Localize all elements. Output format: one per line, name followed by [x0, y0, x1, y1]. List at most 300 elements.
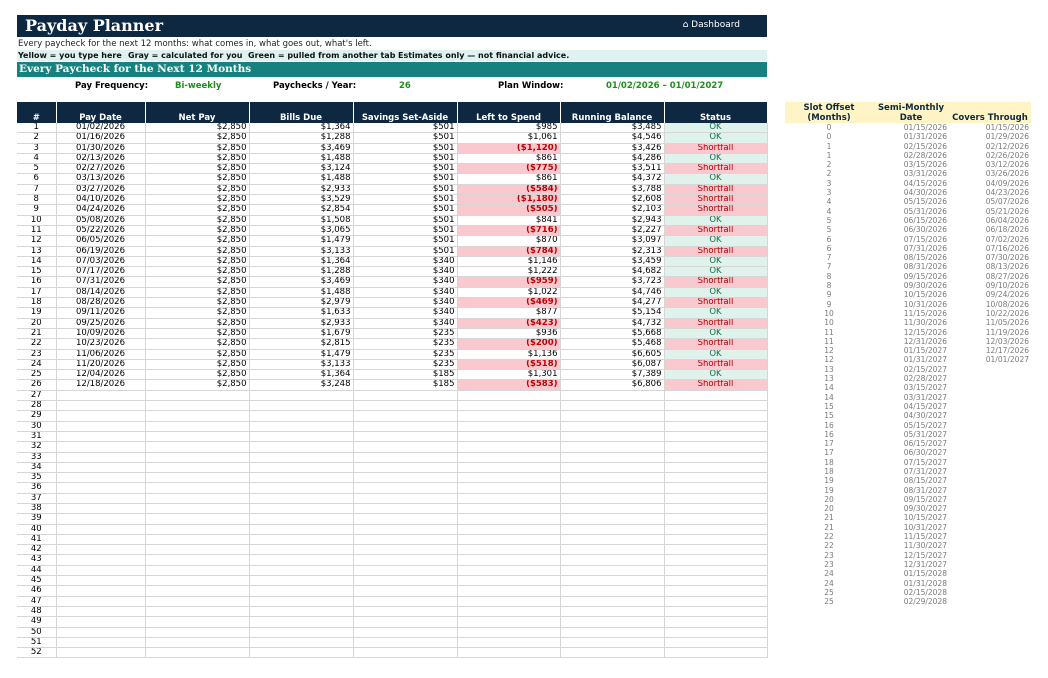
dashboard-link[interactable]: ⌂ Dashboard [682, 20, 740, 30]
cell-row-number[interactable]: 28 [17, 401, 56, 411]
cell-pay-date[interactable]: 06/19/2026 [56, 246, 145, 256]
cell-pay-date[interactable]: 10/09/2026 [56, 328, 145, 338]
cell-status[interactable] [664, 524, 767, 534]
cell-bills-due[interactable] [249, 648, 353, 658]
cell-net-pay[interactable]: $2,850 [145, 123, 249, 133]
cell-pay-date[interactable]: 10/23/2026 [56, 339, 145, 349]
cell-pay-date[interactable]: 01/16/2026 [56, 133, 145, 143]
cell-row-number[interactable]: 39 [17, 514, 56, 524]
cell-net-pay[interactable]: $2,850 [145, 339, 249, 349]
cell-row-number[interactable]: 43 [17, 555, 56, 565]
cell-left-to-spend[interactable] [457, 483, 560, 493]
cell-savings[interactable] [353, 483, 457, 493]
cell-net-pay[interactable] [145, 493, 249, 503]
cell-savings[interactable] [353, 637, 457, 647]
cell-left-to-spend[interactable] [457, 390, 560, 400]
cell-savings[interactable]: $340 [353, 298, 457, 308]
cell-running-balance[interactable] [560, 586, 664, 596]
cell-savings[interactable] [353, 524, 457, 534]
cell-running-balance[interactable]: $3,459 [560, 256, 664, 266]
cell-row-number[interactable]: 41 [17, 534, 56, 544]
cell-net-pay[interactable] [145, 431, 249, 441]
cell-savings[interactable] [353, 421, 457, 431]
cell-pay-date[interactable]: 05/08/2026 [56, 215, 145, 225]
cell-pay-date[interactable] [56, 493, 145, 503]
cell-row-number[interactable]: 46 [17, 586, 56, 596]
cell-savings[interactable]: $340 [353, 256, 457, 266]
cell-running-balance[interactable] [560, 483, 664, 493]
cell-bills-due[interactable]: $1,364 [249, 256, 353, 266]
cell-status[interactable] [664, 452, 767, 462]
cell-status[interactable]: OK [664, 123, 767, 133]
cell-row-number[interactable]: 9 [17, 205, 56, 215]
cell-pay-date[interactable] [56, 431, 145, 441]
cell-savings[interactable] [353, 596, 457, 606]
cell-pay-date[interactable]: 02/13/2026 [56, 153, 145, 163]
cell-net-pay[interactable] [145, 617, 249, 627]
cell-net-pay[interactable]: $2,850 [145, 298, 249, 308]
cell-pay-date[interactable]: 12/04/2026 [56, 370, 145, 380]
cell-net-pay[interactable]: $2,850 [145, 174, 249, 184]
cell-status[interactable]: Shortfall [664, 225, 767, 235]
cell-net-pay[interactable]: $2,850 [145, 318, 249, 328]
cell-row-number[interactable]: 21 [17, 328, 56, 338]
cell-pay-date[interactable] [56, 421, 145, 431]
cell-status[interactable]: OK [664, 256, 767, 266]
cell-net-pay[interactable] [145, 390, 249, 400]
cell-pay-date[interactable] [56, 545, 145, 555]
cell-status[interactable]: Shortfall [664, 318, 767, 328]
cell-net-pay[interactable] [145, 648, 249, 658]
cell-bills-due[interactable] [249, 390, 353, 400]
cell-row-number[interactable]: 24 [17, 359, 56, 369]
cell-net-pay[interactable]: $2,850 [145, 215, 249, 225]
cell-row-number[interactable]: 44 [17, 565, 56, 575]
cell-left-to-spend[interactable]: $1,136 [457, 349, 560, 359]
cell-running-balance[interactable] [560, 627, 664, 637]
cell-left-to-spend[interactable] [457, 627, 560, 637]
cell-pay-date[interactable] [56, 627, 145, 637]
cell-status[interactable] [664, 555, 767, 565]
cell-savings[interactable] [353, 473, 457, 483]
cell-running-balance[interactable] [560, 637, 664, 647]
cell-pay-date[interactable] [56, 401, 145, 411]
cell-bills-due[interactable]: $1,488 [249, 153, 353, 163]
cell-running-balance[interactable]: $4,546 [560, 133, 664, 143]
cell-running-balance[interactable]: $5,468 [560, 339, 664, 349]
cell-pay-date[interactable] [56, 462, 145, 472]
cell-running-balance[interactable]: $4,732 [560, 318, 664, 328]
cell-savings[interactable]: $501 [353, 123, 457, 133]
cell-pay-date[interactable]: 03/27/2026 [56, 184, 145, 194]
cell-net-pay[interactable]: $2,850 [145, 164, 249, 174]
cell-running-balance[interactable]: $4,746 [560, 287, 664, 297]
cell-row-number[interactable]: 7 [17, 184, 56, 194]
cell-running-balance[interactable]: $3,511 [560, 164, 664, 174]
cell-left-to-spend[interactable] [457, 606, 560, 616]
cell-net-pay[interactable] [145, 586, 249, 596]
cell-running-balance[interactable] [560, 442, 664, 452]
cell-bills-due[interactable]: $3,065 [249, 225, 353, 235]
cell-status[interactable] [664, 390, 767, 400]
cell-bills-due[interactable]: $1,488 [249, 287, 353, 297]
cell-running-balance[interactable] [560, 514, 664, 524]
cell-bills-due[interactable]: $1,488 [249, 174, 353, 184]
cell-pay-date[interactable]: 07/17/2026 [56, 267, 145, 277]
cell-savings[interactable] [353, 401, 457, 411]
cell-pay-date[interactable] [56, 442, 145, 452]
cell-savings[interactable]: $501 [353, 225, 457, 235]
cell-savings[interactable]: $340 [353, 277, 457, 287]
cell-status[interactable]: OK [664, 267, 767, 277]
cell-pay-date[interactable] [56, 514, 145, 524]
cell-bills-due[interactable] [249, 421, 353, 431]
cell-row-number[interactable]: 30 [17, 421, 56, 431]
cell-row-number[interactable]: 40 [17, 524, 56, 534]
cell-net-pay[interactable]: $2,850 [145, 267, 249, 277]
cell-savings[interactable]: $501 [353, 153, 457, 163]
cell-left-to-spend[interactable]: ($775) [457, 164, 560, 174]
cell-bills-due[interactable]: $2,933 [249, 184, 353, 194]
cell-bills-due[interactable] [249, 462, 353, 472]
cell-left-to-spend[interactable]: ($518) [457, 359, 560, 369]
cell-bills-due[interactable]: $3,469 [249, 143, 353, 153]
cell-net-pay[interactable] [145, 442, 249, 452]
cell-running-balance[interactable]: $2,608 [560, 195, 664, 205]
cell-status[interactable]: OK [664, 370, 767, 380]
cell-left-to-spend[interactable] [457, 596, 560, 606]
cell-running-balance[interactable] [560, 473, 664, 483]
cell-savings[interactable] [353, 606, 457, 616]
cell-net-pay[interactable] [145, 411, 249, 421]
cell-running-balance[interactable]: $2,103 [560, 205, 664, 215]
cell-left-to-spend[interactable] [457, 534, 560, 544]
cell-savings[interactable]: $501 [353, 205, 457, 215]
cell-running-balance[interactable]: $3,788 [560, 184, 664, 194]
cell-row-number[interactable]: 18 [17, 298, 56, 308]
cell-left-to-spend[interactable]: $861 [457, 174, 560, 184]
cell-left-to-spend[interactable]: ($1,180) [457, 195, 560, 205]
cell-status[interactable]: Shortfall [664, 143, 767, 153]
cell-row-number[interactable]: 29 [17, 411, 56, 421]
cell-left-to-spend[interactable]: ($200) [457, 339, 560, 349]
cell-net-pay[interactable]: $2,850 [145, 328, 249, 338]
cell-savings[interactable] [353, 514, 457, 524]
cell-savings[interactable]: $340 [353, 308, 457, 318]
cell-row-number[interactable]: 45 [17, 576, 56, 586]
cell-pay-date[interactable]: 07/03/2026 [56, 256, 145, 266]
cell-savings[interactable] [353, 411, 457, 421]
cell-savings[interactable] [353, 648, 457, 658]
cell-savings[interactable]: $185 [353, 380, 457, 390]
cell-running-balance[interactable]: $4,372 [560, 174, 664, 184]
cell-status[interactable] [664, 565, 767, 575]
cell-status[interactable] [664, 503, 767, 513]
cell-running-balance[interactable] [560, 421, 664, 431]
cell-row-number[interactable]: 32 [17, 442, 56, 452]
cell-running-balance[interactable] [560, 555, 664, 565]
cell-net-pay[interactable]: $2,850 [145, 277, 249, 287]
plan-window-value[interactable]: 01/02/2026 – 01/01/2027 [606, 81, 724, 91]
cell-row-number[interactable]: 19 [17, 308, 56, 318]
cell-status[interactable] [664, 576, 767, 586]
cell-status[interactable]: OK [664, 174, 767, 184]
cell-bills-due[interactable]: $3,529 [249, 195, 353, 205]
cell-pay-date[interactable]: 04/10/2026 [56, 195, 145, 205]
cell-status[interactable] [664, 648, 767, 658]
cell-status[interactable]: Shortfall [664, 339, 767, 349]
cell-row-number[interactable]: 22 [17, 339, 56, 349]
cell-net-pay[interactable]: $2,850 [145, 287, 249, 297]
cell-savings[interactable]: $501 [353, 174, 457, 184]
cell-status[interactable]: Shortfall [664, 184, 767, 194]
cell-savings[interactable]: $340 [353, 318, 457, 328]
cell-running-balance[interactable]: $3,485 [560, 123, 664, 133]
cell-net-pay[interactable] [145, 462, 249, 472]
cell-row-number[interactable]: 1 [17, 123, 56, 133]
cell-net-pay[interactable]: $2,850 [145, 143, 249, 153]
cell-net-pay[interactable]: $2,850 [145, 195, 249, 205]
cell-row-number[interactable]: 14 [17, 256, 56, 266]
cell-running-balance[interactable]: $2,313 [560, 246, 664, 256]
cell-row-number[interactable]: 42 [17, 545, 56, 555]
cell-status[interactable] [664, 545, 767, 555]
cell-running-balance[interactable]: $6,605 [560, 349, 664, 359]
cell-pay-date[interactable] [56, 411, 145, 421]
cell-pay-date[interactable] [56, 503, 145, 513]
cell-savings[interactable]: $340 [353, 287, 457, 297]
cell-savings[interactable]: $501 [353, 164, 457, 174]
cell-pay-date[interactable] [56, 617, 145, 627]
cell-bills-due[interactable]: $1,288 [249, 133, 353, 143]
cell-savings[interactable]: $501 [353, 236, 457, 246]
cell-bills-due[interactable] [249, 442, 353, 452]
cell-running-balance[interactable] [560, 462, 664, 472]
cell-running-balance[interactable]: $7,389 [560, 370, 664, 380]
cell-net-pay[interactable] [145, 483, 249, 493]
cell-pay-date[interactable] [56, 452, 145, 462]
cell-left-to-spend[interactable] [457, 648, 560, 658]
cell-net-pay[interactable]: $2,850 [145, 225, 249, 235]
cell-bills-due[interactable] [249, 606, 353, 616]
cell-running-balance[interactable] [560, 411, 664, 421]
cell-net-pay[interactable] [145, 401, 249, 411]
cell-row-number[interactable]: 38 [17, 503, 56, 513]
cell-pay-date[interactable]: 12/18/2026 [56, 380, 145, 390]
cell-bills-due[interactable]: $3,124 [249, 164, 353, 174]
cell-row-number[interactable]: 5 [17, 164, 56, 174]
cell-pay-date[interactable]: 07/31/2026 [56, 277, 145, 287]
cell-left-to-spend[interactable] [457, 617, 560, 627]
cell-pay-date[interactable] [56, 555, 145, 565]
cell-running-balance[interactable]: $5,154 [560, 308, 664, 318]
cell-bills-due[interactable]: $1,479 [249, 349, 353, 359]
cell-net-pay[interactable] [145, 596, 249, 606]
cell-running-balance[interactable]: $2,227 [560, 225, 664, 235]
cell-pay-date[interactable] [56, 483, 145, 493]
cell-left-to-spend[interactable]: ($1,120) [457, 143, 560, 153]
cell-bills-due[interactable]: $1,679 [249, 328, 353, 338]
cell-row-number[interactable]: 23 [17, 349, 56, 359]
cell-pay-date[interactable] [56, 534, 145, 544]
cell-bills-due[interactable]: $1,288 [249, 267, 353, 277]
cell-net-pay[interactable] [145, 503, 249, 513]
cell-status[interactable]: OK [664, 308, 767, 318]
cell-left-to-spend[interactable] [457, 431, 560, 441]
cell-savings[interactable]: $501 [353, 215, 457, 225]
cell-running-balance[interactable]: $3,723 [560, 277, 664, 287]
cell-row-number[interactable]: 15 [17, 267, 56, 277]
cell-savings[interactable]: $501 [353, 246, 457, 256]
cell-row-number[interactable]: 20 [17, 318, 56, 328]
cell-running-balance[interactable] [560, 431, 664, 441]
cell-savings[interactable]: $185 [353, 370, 457, 380]
cell-left-to-spend[interactable] [457, 473, 560, 483]
cell-row-number[interactable]: 35 [17, 473, 56, 483]
cell-net-pay[interactable]: $2,850 [145, 205, 249, 215]
cell-pay-date[interactable] [56, 648, 145, 658]
cell-left-to-spend[interactable]: $877 [457, 308, 560, 318]
cell-row-number[interactable]: 17 [17, 287, 56, 297]
cell-status[interactable]: Shortfall [664, 380, 767, 390]
cell-row-number[interactable]: 47 [17, 596, 56, 606]
cell-running-balance[interactable]: $5,668 [560, 328, 664, 338]
cell-left-to-spend[interactable] [457, 452, 560, 462]
cell-net-pay[interactable] [145, 534, 249, 544]
cell-row-number[interactable]: 6 [17, 174, 56, 184]
cell-savings[interactable] [353, 555, 457, 565]
cell-status[interactable] [664, 514, 767, 524]
cell-left-to-spend[interactable]: ($784) [457, 246, 560, 256]
cell-pay-date[interactable]: 09/11/2026 [56, 308, 145, 318]
cell-savings[interactable] [353, 442, 457, 452]
cell-bills-due[interactable]: $1,633 [249, 308, 353, 318]
cell-pay-date[interactable] [56, 576, 145, 586]
cell-running-balance[interactable] [560, 576, 664, 586]
cell-running-balance[interactable]: $6,087 [560, 359, 664, 369]
cell-status[interactable] [664, 431, 767, 441]
cell-pay-date[interactable] [56, 390, 145, 400]
cell-left-to-spend[interactable] [457, 524, 560, 534]
cell-row-number[interactable]: 37 [17, 493, 56, 503]
cell-left-to-spend[interactable] [457, 637, 560, 647]
cell-net-pay[interactable]: $2,850 [145, 256, 249, 266]
cell-bills-due[interactable]: $3,133 [249, 359, 353, 369]
cell-savings[interactable] [353, 390, 457, 400]
cell-pay-date[interactable]: 11/20/2026 [56, 359, 145, 369]
cell-net-pay[interactable] [145, 452, 249, 462]
cell-running-balance[interactable] [560, 617, 664, 627]
cell-running-balance[interactable] [560, 606, 664, 616]
cell-status[interactable] [664, 606, 767, 616]
cell-status[interactable] [664, 411, 767, 421]
cell-running-balance[interactable] [560, 524, 664, 534]
cell-status[interactable] [664, 493, 767, 503]
cell-bills-due[interactable] [249, 576, 353, 586]
cell-pay-date[interactable]: 08/14/2026 [56, 287, 145, 297]
cell-row-number[interactable]: 36 [17, 483, 56, 493]
cell-status[interactable]: Shortfall [664, 164, 767, 174]
cell-bills-due[interactable]: $3,133 [249, 246, 353, 256]
cell-running-balance[interactable] [560, 545, 664, 555]
cell-left-to-spend[interactable]: ($959) [457, 277, 560, 287]
cell-status[interactable]: OK [664, 236, 767, 246]
cell-status[interactable] [664, 586, 767, 596]
cell-left-to-spend[interactable]: ($469) [457, 298, 560, 308]
cell-bills-due[interactable]: $1,508 [249, 215, 353, 225]
cell-net-pay[interactable] [145, 576, 249, 586]
cell-status[interactable] [664, 483, 767, 493]
cell-row-number[interactable]: 12 [17, 236, 56, 246]
cell-pay-date[interactable]: 08/28/2026 [56, 298, 145, 308]
cell-row-number[interactable]: 10 [17, 215, 56, 225]
cell-pay-date[interactable] [56, 606, 145, 616]
cell-bills-due[interactable] [249, 411, 353, 421]
cell-bills-due[interactable] [249, 555, 353, 565]
cell-left-to-spend[interactable] [457, 555, 560, 565]
cell-status[interactable] [664, 442, 767, 452]
cell-bills-due[interactable]: $1,479 [249, 236, 353, 246]
cell-status[interactable]: OK [664, 328, 767, 338]
cell-row-number[interactable]: 33 [17, 452, 56, 462]
cell-left-to-spend[interactable] [457, 411, 560, 421]
cell-row-number[interactable]: 51 [17, 637, 56, 647]
cell-savings[interactable] [353, 462, 457, 472]
cell-status[interactable] [664, 596, 767, 606]
cell-bills-due[interactable]: $2,979 [249, 298, 353, 308]
cell-left-to-spend[interactable] [457, 576, 560, 586]
cell-net-pay[interactable]: $2,850 [145, 308, 249, 318]
cell-net-pay[interactable] [145, 565, 249, 575]
cell-running-balance[interactable] [560, 565, 664, 575]
cell-savings[interactable] [353, 431, 457, 441]
cell-net-pay[interactable] [145, 473, 249, 483]
cell-net-pay[interactable] [145, 524, 249, 534]
cell-pay-date[interactable]: 01/30/2026 [56, 143, 145, 153]
cell-left-to-spend[interactable]: ($584) [457, 184, 560, 194]
cell-bills-due[interactable] [249, 493, 353, 503]
cell-savings[interactable] [353, 503, 457, 513]
cell-left-to-spend[interactable]: ($583) [457, 380, 560, 390]
cell-status[interactable]: OK [664, 349, 767, 359]
cell-net-pay[interactable]: $2,850 [145, 153, 249, 163]
cell-row-number[interactable]: 13 [17, 246, 56, 256]
cell-left-to-spend[interactable]: $985 [457, 123, 560, 133]
cell-row-number[interactable]: 3 [17, 143, 56, 153]
cell-pay-date[interactable] [56, 596, 145, 606]
cell-running-balance[interactable]: $3,426 [560, 143, 664, 153]
cell-left-to-spend[interactable]: ($716) [457, 225, 560, 235]
cell-left-to-spend[interactable]: ($505) [457, 205, 560, 215]
cell-net-pay[interactable]: $2,850 [145, 380, 249, 390]
cell-left-to-spend[interactable]: $1,301 [457, 370, 560, 380]
cell-bills-due[interactable] [249, 586, 353, 596]
cell-bills-due[interactable] [249, 627, 353, 637]
cell-savings[interactable]: $501 [353, 184, 457, 194]
cell-left-to-spend[interactable]: $861 [457, 153, 560, 163]
cell-net-pay[interactable] [145, 637, 249, 647]
cell-bills-due[interactable]: $2,815 [249, 339, 353, 349]
cell-bills-due[interactable] [249, 401, 353, 411]
cell-savings[interactable] [353, 586, 457, 596]
cell-pay-date[interactable] [56, 637, 145, 647]
cell-net-pay[interactable] [145, 606, 249, 616]
cell-left-to-spend[interactable]: $870 [457, 236, 560, 246]
cell-pay-date[interactable] [56, 565, 145, 575]
cell-bills-due[interactable] [249, 452, 353, 462]
cell-bills-due[interactable] [249, 617, 353, 627]
cell-left-to-spend[interactable] [457, 514, 560, 524]
